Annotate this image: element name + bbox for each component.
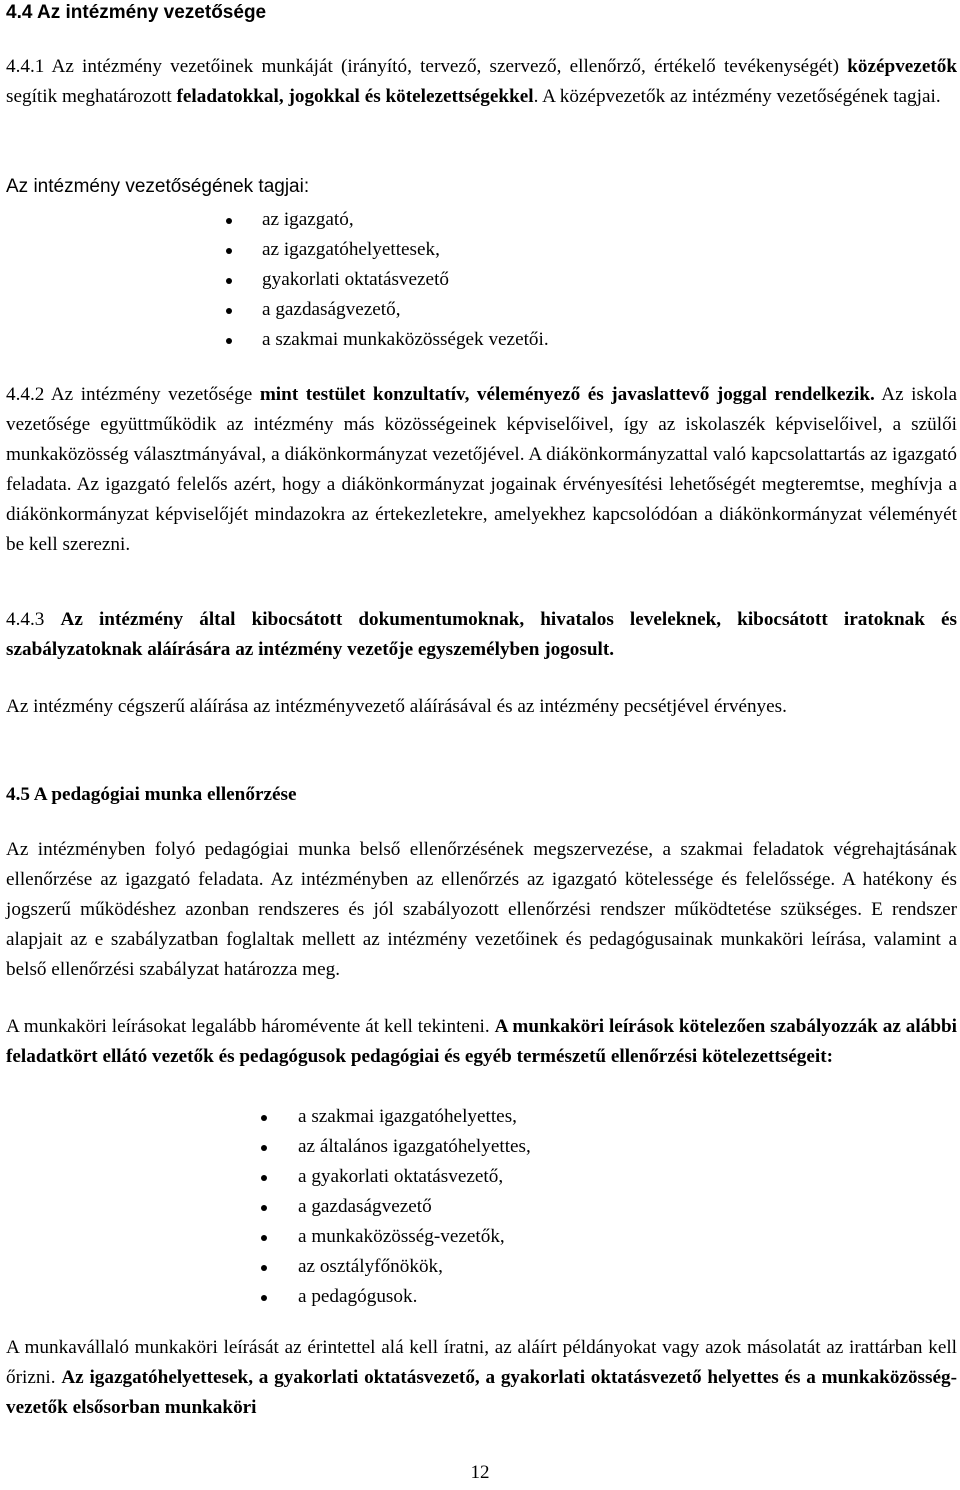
text-run: 4.4.3 — [6, 609, 61, 630]
list-item: az osztályfőnökök, — [6, 1252, 957, 1282]
text-run: segítik meghatározott — [6, 86, 177, 107]
paragraph-4-4-3 — [6, 605, 957, 665]
list-item: a gazdaságvezető, — [6, 295, 957, 325]
page-number: 12 — [470, 1462, 490, 1483]
list-item: az igazgatóhelyettesek, — [6, 235, 957, 265]
bold-run: mint testület konzultatív, véleményező és javaslattevő joggal rendelkezik. — [259, 384, 875, 405]
section-heading-4-5: 4.5 A pedagógiai munka ellenőrzése — [6, 784, 297, 805]
list-item: a szakmai igazgatóhelyettes, — [6, 1102, 957, 1132]
bold-run: Az intézmény által kibocsátott dokumentumoknak, hivatalos leveleknek, kibocsátott iratoknak és szabályzatoknak aláírására az intézmény vezetője egyszemélyben jogosult. — [6, 609, 957, 660]
list-item: a gazdaságvezető — [6, 1192, 957, 1222]
members-heading: Az intézmény vezetőségének tagjai: — [6, 176, 310, 197]
paragraph-4-5-signing — [6, 1333, 957, 1423]
text-run: 4.4.1 Az intézmény vezetőinek munkáját (irányító, tervező, szervező, ellenőrző, értékelő tevékenységét) — [6, 56, 848, 77]
list-item: a szakmai munkaközösségek vezetői. — [6, 325, 957, 355]
text-run: A munkaköri leírásokat legalább háromévente át kell tekinteni. — [6, 1016, 495, 1037]
text-run: A munkavállaló munkaköri leírását az érintettel alá kell íratni, az aláírt példányokat vagy azok másolatát az irattárban kell őrizni. — [6, 1337, 957, 1388]
list-item: az általános igazgatóhelyettes, — [6, 1132, 957, 1162]
bold-run: középvezetők — [847, 56, 957, 77]
bold-run: feladatokkal, jogokkal és kötelezettségekkel — [176, 86, 534, 107]
roles-list — [6, 1102, 957, 1312]
paragraph-4-4-1 — [6, 52, 957, 112]
paragraph-4-4-2 — [6, 380, 957, 560]
text-run: . A középvezetők az intézmény vezetőségének tagjai. — [533, 86, 941, 107]
list-item: a munkaközösség-vezetők, — [6, 1222, 957, 1252]
section-heading-4-4: 4.4 Az intézmény vezetősége — [6, 2, 267, 23]
text-run: Az iskola vezetősége együttműködik az intézmény más közösségeinek képviselőivel, így az iskolaszék képviselőivel, a szülői munkaközösség választmányával, a diákönkormányzat vezetőjével. A diákönkormányzattal való kapcsolattartás az igazgató feladata. Az igazgató felelős azért, hogy a diákönkormányzat jogainak érvényesítési lehetőségét megteremtse, meghívja a diákönkormányzat képviselőjét mindazokra az értekezletekre, amelyekhez kapcsolódóan a diákönkormányzat véleményét be kell szerezni. — [6, 384, 957, 555]
paragraph-4-5-review — [6, 1012, 957, 1072]
list-item: a gyakorlati oktatásvezető, — [6, 1162, 957, 1192]
list-item: az igazgató, — [6, 205, 957, 235]
paragraph-signature: Az intézmény cégszerű aláírása az intézményvezető aláírásával és az intézmény pecsétjével érvényes. — [6, 696, 787, 717]
list-item: gyakorlati oktatásvezető — [6, 265, 957, 295]
list-item: a pedagógusok. — [6, 1282, 957, 1312]
paragraph-4-5-intro: Az intézményben folyó pedagógiai munka belső ellenőrzésének megszervezése, a szakmai feladatok végrehajtásának ellenőrzése az igazgató feladata. Az intézményben az ellenőrzés az igazgató kötelessége és felelőssége. A hatékony és jogszerű működéshez azonban rendszeres és jól szabályozott ellenőrzési rendszer működtetése szükséges. E rendszer alapjait az e szabályzatban foglaltak mellett az intézmény vezetőinek és pedagógusainak munkaköri leírása, valamint a belső ellenőrzési szabályzat határozza meg. — [6, 839, 957, 980]
bold-run: A munkaköri leírások kötelezően szabályozzák az alábbi feladatkört ellátó vezetők és pedagógusok pedagógiai és egyéb természetű ellenőrzési kötelezettségeit: — [6, 1016, 957, 1067]
bold-run: Az igazgatóhelyettesek, a gyakorlati oktatásvezető, a gyakorlati oktatásvezető helyettes és a munkaközösség-vezetők elsősorban munkaköri — [6, 1367, 957, 1418]
text-run: 4.4.2 Az intézmény vezetősége — [6, 384, 260, 405]
members-list — [6, 205, 957, 355]
